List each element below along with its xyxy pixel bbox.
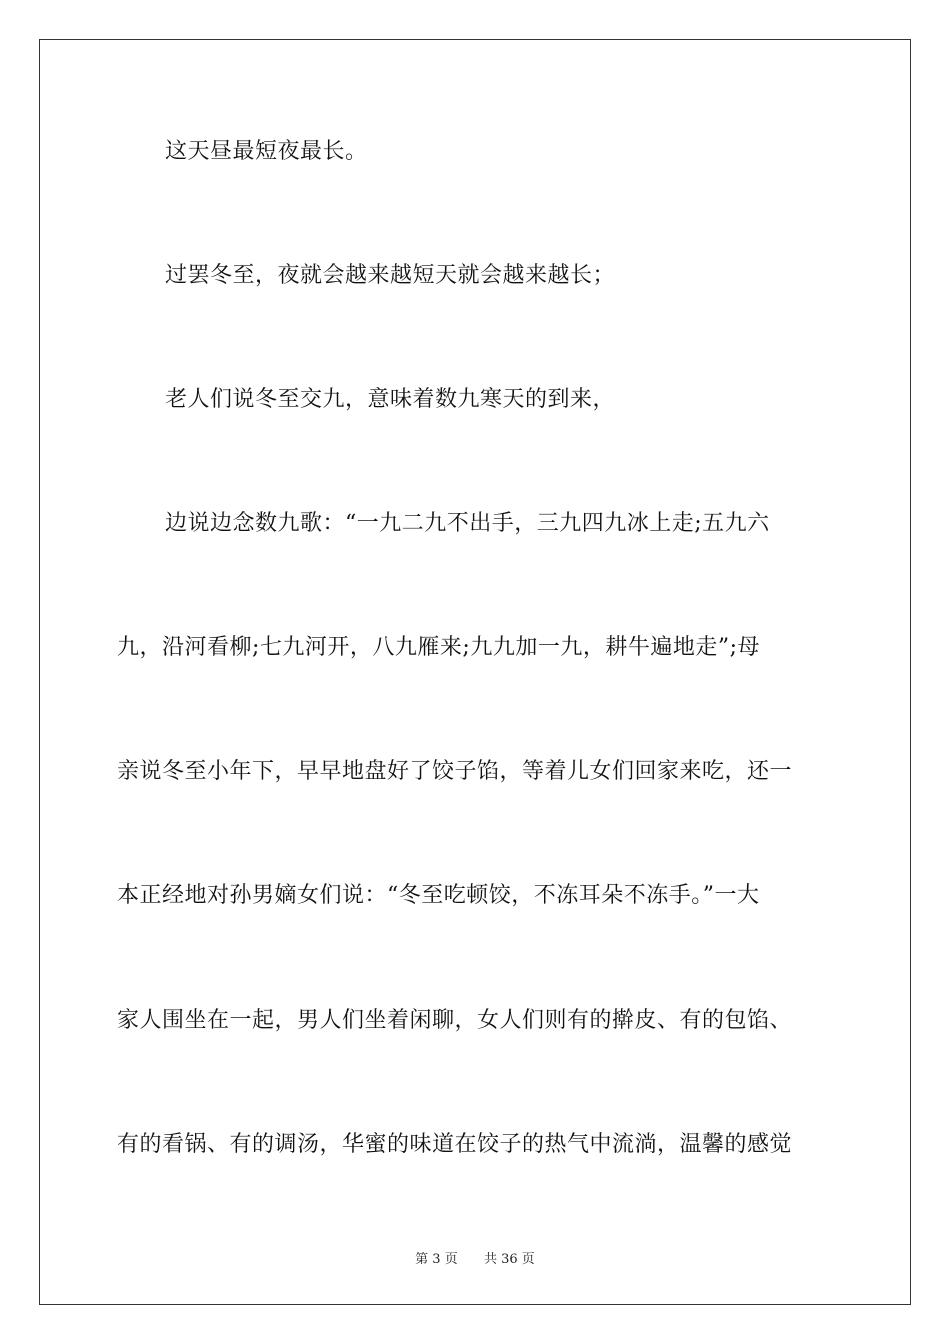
text-line-5: 九，沿河看柳;七九河开，八九雁来;九九加一九，耕牛遍地走”;母 [117,635,760,660]
text-line-3: 老人们说冬至交九，意味着数九寒天的到来， [165,387,616,412]
page-footer [0,1248,950,1267]
page-total: 共 36 页 [484,1252,535,1267]
text-line-1: 这天昼最短夜最长。 [165,139,368,164]
text-line-4: 边说边念数九歌：“一九二九不出手，三九四九冰上走;五九六 [165,511,770,536]
text-line-8: 家人围坐在一起，男人们坐着闲聊，女人们则有的擀皮、有的包馅、 [117,1008,793,1033]
text-line-2: 过罢冬至，夜就会越来越短天就会越来越长； [165,263,616,288]
text-line-9: 有的看锅、有的调汤，华蜜的味道在饺子的热气中流淌，温馨的感觉 [117,1132,793,1157]
page-number: 第 3 页 [415,1252,458,1267]
text-line-6: 亲说冬至小年下，早早地盘好了饺子馅，等着儿女们回家来吃，还一 [117,759,793,784]
text-line-7: 本正经地对孙男嫡女们说：“冬至吃顿饺，不冻耳朵不冻手。”一大 [117,883,760,908]
page-border [39,39,911,1305]
